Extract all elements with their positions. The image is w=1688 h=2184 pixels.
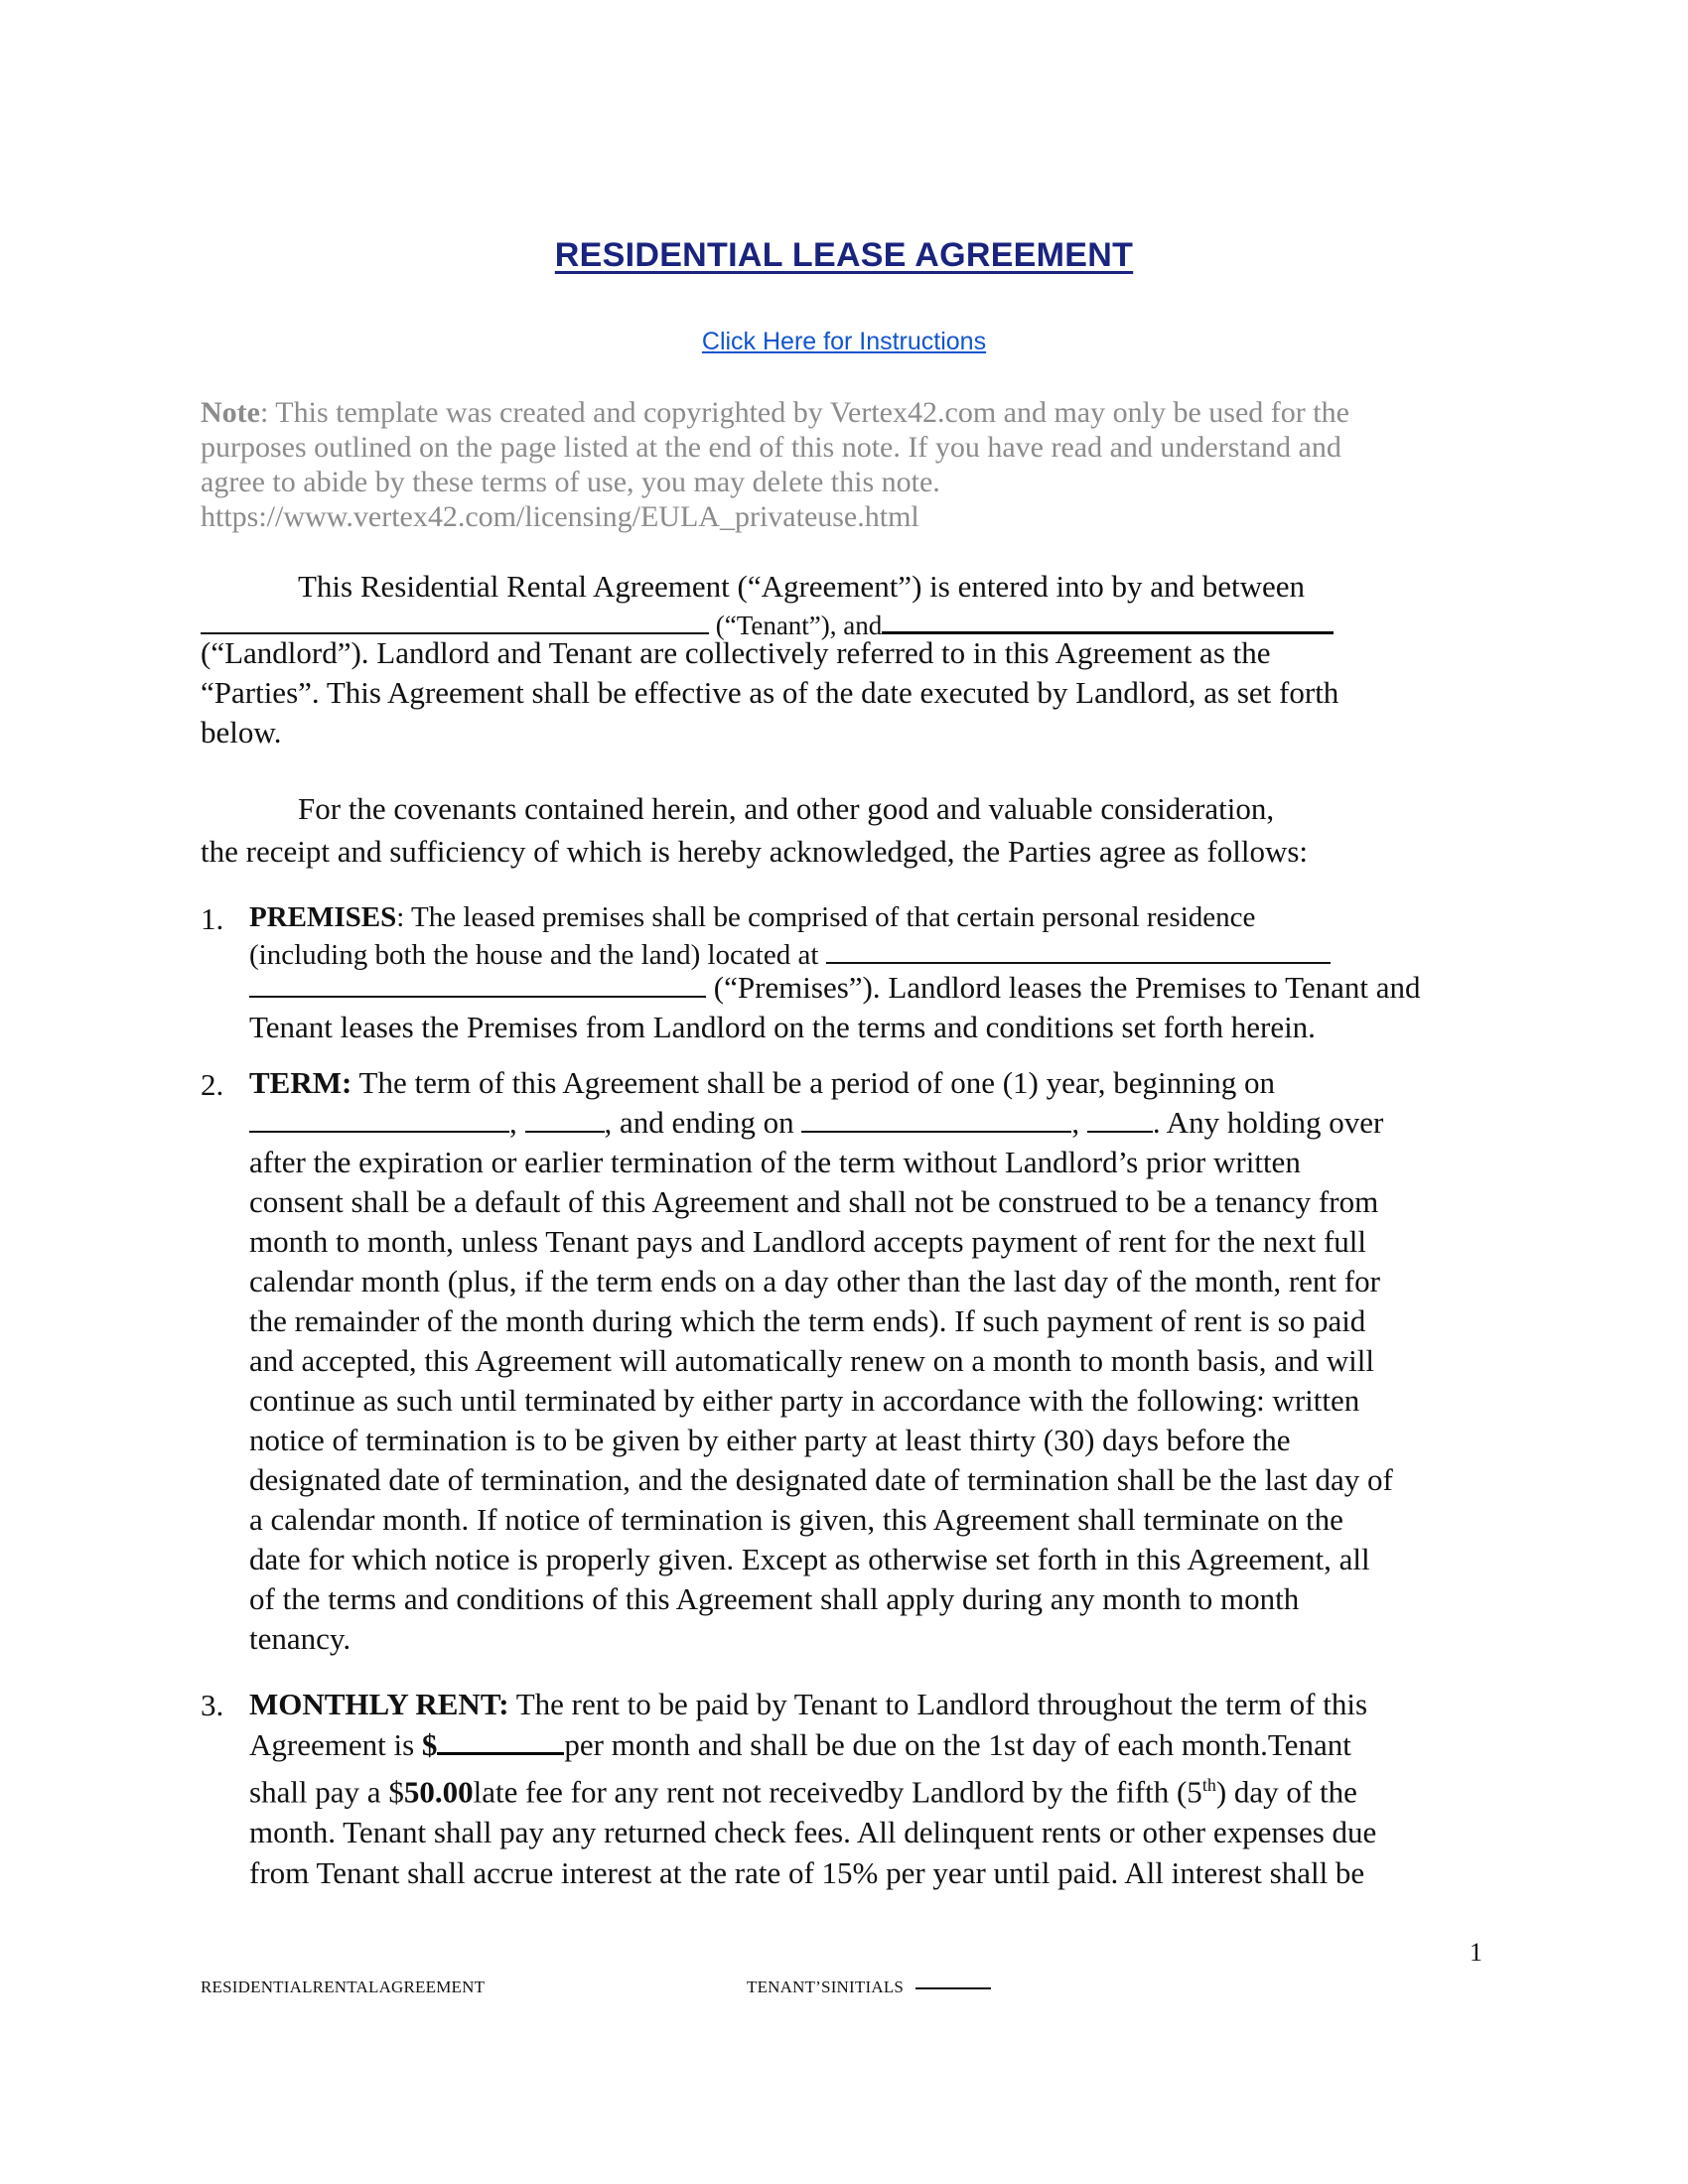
term-text: , (509, 1105, 517, 1140)
term-line: date for which notice is properly given. Except as otherwise set forth in this Agreement, all (249, 1542, 1370, 1576)
term-line: after the expiration or earlier termination of the term without Landlord’s prior written (249, 1145, 1301, 1179)
term-line: the remainder of the month during which the term ends). If such payment of rent is so paid (249, 1303, 1366, 1338)
premises-line (249, 936, 1331, 972)
intro-line: This Residential Rental Agreement (“Agreement”) is entered into by and between (298, 569, 1306, 604)
end-date-blank[interactable] (801, 1105, 1071, 1133)
premises-text: : The leased premises shall be comprised of that certain personal residence (396, 901, 1256, 933)
premises-text: (“Premises”). Landlord leases the Premises to Tenant and (706, 970, 1421, 1005)
rent-text: Agreement is (249, 1727, 422, 1762)
premises-line (249, 901, 1255, 934)
premises-address-blank-2[interactable] (249, 970, 706, 998)
landlord-name-blank[interactable] (882, 606, 1334, 634)
term-line: notice of termination is to be given by either party at least thirty (30) days before the (249, 1423, 1291, 1457)
end-year-blank[interactable] (1087, 1105, 1153, 1133)
term-line: tenancy. (249, 1621, 352, 1656)
term-line: of the terms and conditions of this Agreement shall apply during any month to month (249, 1581, 1300, 1616)
document-title: RESIDENTIAL LEASE AGREEMENT (554, 236, 1134, 274)
footer-initials-label: TENANT’SINITIALS (747, 1978, 905, 1996)
rent-text: shall pay a $ (249, 1774, 404, 1810)
footer-initials (747, 1978, 991, 1997)
premises-address-blank[interactable] (826, 936, 1331, 964)
term-line: and accepted, this Agreement will automatically renew on a month to month basis, and will (249, 1343, 1374, 1378)
rent-amount-blank[interactable] (437, 1726, 564, 1755)
term-text: . Any holding over (1152, 1105, 1384, 1140)
term-text: , and ending on (604, 1105, 794, 1140)
note-line: agree to abide by these terms of use, you may delete this note. (201, 466, 940, 498)
late-fee-amount: 50.00 (403, 1774, 474, 1810)
premises-heading: PREMISES (249, 901, 397, 933)
note-line: https://www.vertex42.com/licensing/EULA_privateuse.html (201, 500, 919, 533)
rent-line: from Tenant shall accrue interest at the rate of 15% per year until paid. All interest shall be (249, 1855, 1365, 1891)
intro-line: below. (201, 715, 282, 750)
tenant-name-blank[interactable] (201, 607, 709, 634)
premises-line (249, 970, 1421, 1006)
term-line: designated date of termination, and the designated date of termination shall be the last day of (249, 1462, 1393, 1497)
term-heading: TERM: (249, 1065, 352, 1100)
note-line: : This template was created and copyrighted by Vertex42.com and may only be used for the (259, 396, 1349, 429)
rent-text: per month and shall be due on the 1st day of each month.Tenant (564, 1727, 1351, 1762)
section-number: 3. (201, 1688, 224, 1722)
instructions-link[interactable]: Click Here for Instructions (701, 328, 987, 355)
section-number: 1. (201, 901, 224, 936)
rent-dollar-sign: $ (421, 1727, 438, 1762)
tenant-tag: (“Tenant”), and (709, 611, 883, 640)
template-note (201, 395, 1491, 534)
term-text: , (1071, 1105, 1080, 1140)
start-year-blank[interactable] (525, 1105, 605, 1133)
term-line: calendar month (plus, if the term ends on a day other than the last day of the month, rent for (249, 1264, 1380, 1298)
rent-heading: MONTHLY RENT: (249, 1687, 509, 1721)
rent-text: ) day of the (1215, 1774, 1357, 1810)
page-number: 1 (1470, 1938, 1482, 1967)
rent-section (249, 1684, 1500, 1893)
consideration-line: the receipt and sufficiency of which is hereby acknowledged, the Parties agree as follows: (201, 834, 1309, 869)
term-section (249, 1063, 1500, 1659)
premises-line: Tenant leases the Premises from Landlord on the terms and conditions set forth herein. (249, 1010, 1316, 1044)
consideration-line: For the covenants contained herein, and other good and valuable consideration, (298, 791, 1275, 826)
ordinal-suffix: th (1201, 1775, 1216, 1795)
term-line: consent shall be a default of this Agreement and shall not be construed to be a tenancy from (249, 1184, 1379, 1219)
intro-line: “Parties”. This Agreement shall be effective as of the date executed by Landlord, as set forth (201, 675, 1339, 710)
footer-document-name: RESIDENTIALRENTALAGREEMENT (201, 1978, 486, 1996)
rent-text: The rent to be paid by Tenant to Landlord throughout the term of this (508, 1687, 1368, 1721)
term-text: The term of this Agreement shall be a period of one (1) year, beginning on (352, 1065, 1275, 1100)
term-line: a calendar month. If notice of termination is given, this Agreement shall terminate on the (249, 1502, 1343, 1537)
note-line: purposes outlined on the page listed at the end of this note. If you have read and understand and (201, 431, 1341, 464)
term-line: continue as such until terminated by either party in accordance with the following: written (249, 1383, 1360, 1418)
start-date-blank[interactable] (249, 1105, 509, 1133)
rent-text: late fee for any rent not receivedby Landlord by the fifth (5 (473, 1774, 1202, 1810)
intro-line: (“Landlord”). Landlord and Tenant are collectively referred to in this Agreement as the (201, 635, 1271, 670)
premises-text: (including both the house and the land) located at (249, 939, 819, 971)
term-line: month to month, unless Tenant pays and Landlord accepts payment of rent for the next full (249, 1224, 1367, 1259)
initials-blank[interactable] (915, 1987, 991, 1989)
note-label: Note (201, 396, 260, 429)
rent-line: month. Tenant shall pay any returned check fees. All delinquent rents or other expenses due (249, 1815, 1377, 1850)
section-number: 2. (201, 1067, 224, 1102)
